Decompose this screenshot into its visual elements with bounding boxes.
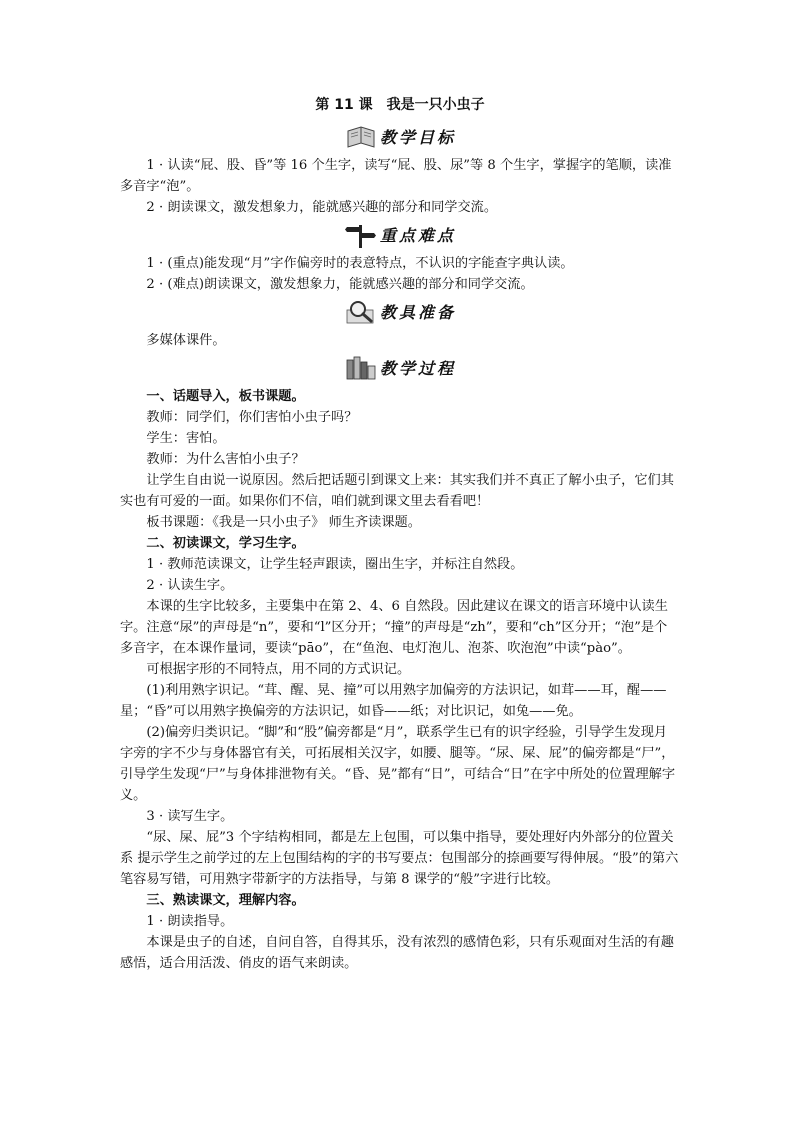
book-icon (344, 123, 378, 151)
paragraph: (2)偏旁归类识记。“脚”和“股”偏旁都是“月”，联系学生已有的识字经验，引导学生发现月字旁的字不少与身体器官有关，可拓展相关汉字，如腰、腿等。“尿、屎、屁”的偏旁都是“尸”，引导学生发现“尸”与身体排泄物有关。“昏、晃”都有“日”，可结合“日”在字中所处的位置理解字义。 (120, 725, 676, 803)
document-page (120, 95, 680, 974)
paragraph: 2 · 朗读课文，激发想象力，能就感兴趣的部分和同学交流。 (146, 200, 498, 215)
paragraph: 1 · 认读“屁、股、昏”等 16 个生字，读写“屁、股、尿”等 8 个生字，掌握字的笔顺，读准多音字“泡”。 (120, 158, 672, 194)
section-title: 重点难点 (379, 225, 456, 245)
paragraph: 本课的生字比较多，主要集中在第 2、4、6 自然段。因此建议在课文的语言环境中认读生字。注意“尿”的声母是“n”，要和“l”区分开；“撞”的声母是“zh”，要和“ch”区分开；“泡”是个多音字，在本课作量词，要读“pāo”，在“鱼泡、电灯泡儿、泡茶、吹泡泡”中读“pào”。 (120, 599, 668, 656)
step-heading: 二、初读课文，学习生字。 (146, 536, 305, 551)
section-title: 教学过程 (379, 358, 456, 378)
section-title: 教具准备 (379, 302, 456, 322)
paragraph: 本课是虫子的自述，自问自答，自得其乐，没有浓烈的感情色彩，只有乐观面对生活的有趣感悟，适合用活泼、俏皮的语气来朗读。 (120, 935, 674, 971)
paragraph: 1 · 朗读指导。 (146, 914, 234, 929)
paragraph: 可根据字形的不同特点，用不同的方式识记。 (146, 662, 411, 677)
magnifier-icon (344, 298, 378, 326)
paragraph: 学生：害怕。 (146, 431, 226, 446)
books-icon (344, 354, 378, 382)
section-header-goals (120, 122, 680, 152)
paragraph: 让学生自由说一说原因。然后把话题引到课文上来：其实我们并不真正了解小虫子，它们其实也有可爱的一面。如果你们不信，咱们就到课文里去看看吧！ (120, 473, 674, 509)
paragraph: “尿、屎、屁”3 个字结构相同，都是左上包围，可以集中指导，要处理好内外部分的位置关系 提示学生之前学过的左上包围结构的字的书写要点：包围部分的捺画要写得伸展。“股”的第六笔容易写错，可用熟字带新字的方法指导，与第 8 课学的“般”字进行比较。 (120, 830, 679, 887)
paragraph: 教师：同学们，你们害怕小虫子吗？ (146, 410, 358, 425)
paragraph: 3 · 读写生字。 (146, 809, 234, 824)
paragraph: 1 · 教师范读课文，让学生轻声跟读，圈出生字，并标注自然段。 (146, 557, 524, 572)
paragraph: 教师：为什么害怕小虫子？ (146, 452, 305, 467)
section-title: 教学目标 (379, 127, 456, 147)
paragraph: 2 · 认读生字。 (146, 578, 234, 593)
section-header-process (120, 353, 680, 383)
step-heading: 三、熟读课文，理解内容。 (146, 893, 305, 908)
paragraph: 1 · (重点)能发现“月”字作偏旁时的表意特点，不认识的字能查字典认读。 (146, 256, 574, 271)
paragraph: 多媒体课件。 (146, 333, 226, 348)
paragraph: (1)利用熟字识记。“茸、醒、晃、撞”可以用熟字加偏旁的方法识记，如茸——耳，醒——星；“昏”可以用熟字换偏旁的方法识记，如昏——纸；对比识记，如兔——免。 (120, 683, 667, 719)
paragraph: 2 · (难点)朗读课文，激发想象力，能就感兴趣的部分和同学交流。 (146, 277, 534, 292)
section-header-key (120, 220, 680, 250)
lesson-title: 第 11 课 我是一只小虫子 (315, 97, 485, 113)
section-header-prep (120, 297, 680, 327)
signpost-icon (344, 221, 378, 249)
paragraph: 板书课题：《我是一只小虫子》 师生齐读课题。 (146, 515, 421, 530)
step-heading: 一、话题导入，板书课题。 (146, 389, 305, 404)
